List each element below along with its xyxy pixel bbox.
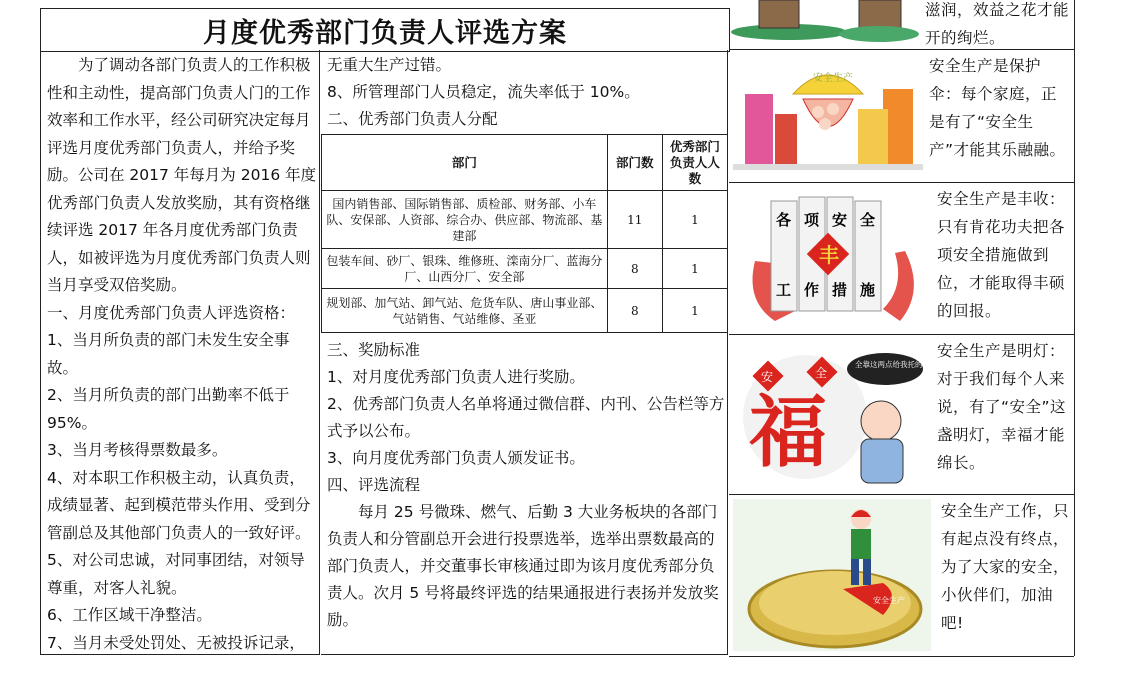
coin-runner-illustration	[733, 499, 931, 651]
left-column	[40, 50, 320, 655]
banner-word-4: 全	[860, 211, 876, 229]
intro-paragraph: 为了调动各部门负责人的工作积极性和主动性，提高部门负责人门的工作效率和工作水平，经公司研究决定每月评选月度优秀部门负责人，并给予奖励。公司在 2017 年每月为 2016 年度优秀部门负责人发放奖励，其有资格继续评选 2017 年各月度优秀部门负责人，如被评选为月度优秀部门负责人则当月享受双倍奖励。	[47, 56, 317, 294]
flow-paragraph: 每月 25 号微珠、燃气、后勤 3 大业务板块的各部门负责人和分管副总开会进行投票选举，选举出票数最高的部门负责人，并交董事长审核通过即为该月度优秀部分负责人。次月 5 号将最终评选的结果通报进行表扬并发放奖励。	[327, 503, 719, 629]
section-heading-4: 四、评选流程	[327, 476, 421, 494]
criteria-continued: 无重大生产过错。	[327, 56, 452, 74]
seal-char-2: 全	[815, 366, 828, 380]
banner-word-7: 措	[832, 281, 848, 299]
panel-harvest-text: 安全生产是丰收：只有肯花功夫把各项安全措施做到位，才能取得丰硕的回报。	[937, 190, 1066, 320]
criteria-item-8: 8、所管理部门人员稳定，流失率低于 10%。	[327, 83, 640, 101]
header-dept: 部门	[322, 135, 608, 191]
scroll-banner-illustration	[735, 191, 931, 331]
panel-umbrella	[729, 50, 1074, 183]
criteria-item-2: 2、当月所负责的部门出勤率不低于 95%。	[47, 386, 290, 432]
table-row	[322, 289, 728, 333]
criteria-item-7: 7、当月未受处罚处、无被投诉记录，	[47, 633, 305, 652]
cell-dept: 包装车间、砂厂、银珠、维修班、滦南分厂、蓝海分厂、山西分厂、安全部	[322, 249, 608, 289]
reward-section	[321, 337, 728, 634]
banner-word-2: 项	[804, 211, 820, 229]
cell-dept: 规划部、加气站、卸气站、危货车队、唐山事业部、气站销售、气站维修、圣亚	[322, 289, 608, 333]
panel-lamp-text: 安全生产是明灯：对于我们每个人来说，有了“安全”这盏明灯，幸福才能绵长。	[937, 342, 1067, 472]
cell-dept: 国内销售部、国际销售部、质检部、财务部、小车队、安保部、人资部、综合办、供应部、物流部、基建部	[322, 191, 608, 249]
cell-count: 11	[607, 191, 662, 249]
panel-lamp	[729, 335, 1074, 495]
reward-item-2: 2、优秀部门负责人名单将通过微信群、内刊、公告栏等方式予以公布。	[327, 395, 725, 440]
newsletter-sheet	[40, 0, 1075, 656]
banner-word-8: 施	[860, 281, 876, 299]
section-heading-2: 二、优秀部门负责人分配	[327, 110, 498, 128]
banner-word-1: 各	[776, 211, 792, 229]
criteria-item-3: 3、当月考核得票数最多。	[47, 441, 228, 459]
panel-growth	[729, 0, 1074, 50]
criteria-item-6: 6、工作区域干净整洁。	[47, 606, 212, 624]
reward-item-1: 1、对月度优秀部门负责人进行奖励。	[327, 368, 585, 386]
criteria-item-1: 1、当月所负责的部门未发生安全事故。	[47, 331, 290, 377]
right-column	[729, 0, 1074, 657]
umbrella-family-illustration	[733, 54, 923, 180]
cell-excellent: 1	[662, 249, 727, 289]
criteria-item-4: 4、对本职工作积极主动，认真负责，成绩显著、起到模范带头作用、受到分管副总及其他部门负责人的一致好评。	[47, 468, 311, 542]
cell-excellent: 1	[662, 191, 727, 249]
cell-excellent: 1	[662, 289, 727, 333]
blessing-illustration	[735, 339, 938, 491]
banner-word-5: 工	[776, 281, 792, 299]
panel-umbrella-text: 安全生产是保护伞：每个家庭，正是有了“安全生产”才能其乐融融。	[929, 57, 1066, 159]
department-table	[321, 134, 728, 333]
header-count: 部门数	[607, 135, 662, 191]
reward-item-3: 3、向月度优秀部门负责人颁发证书。	[327, 449, 585, 467]
section-heading-3: 三、奖励标准	[327, 341, 421, 359]
umbrella-badge: 安全生产	[813, 73, 853, 84]
banner-word-3: 安	[832, 211, 848, 229]
criteria-item-5: 5、对公司忠诚，对同事团结，对领导尊重，对客人礼貌。	[47, 551, 305, 597]
middle-column	[321, 50, 728, 655]
panel-growth-text: 滋润，效益之花才能开的绚烂。	[925, 1, 1070, 47]
panel-journey-text: 安全生产工作，只有起点没有终点，为了大家的安全，小伙伴们，加油吧!	[941, 502, 1070, 632]
table-row	[322, 249, 728, 289]
page-title: 月度优秀部门负责人评选方案	[40, 8, 730, 52]
cell-count: 8	[607, 289, 662, 333]
speech-bubble-text: 全靠这两点给我托的福！	[855, 360, 938, 369]
seal-char-1: 安	[761, 370, 774, 384]
header-excellent: 优秀部门负责人人数	[662, 135, 727, 191]
fu-char: 福	[749, 388, 828, 478]
table-row	[322, 191, 728, 249]
harvest-char: 丰	[819, 243, 839, 267]
cell-count: 8	[607, 249, 662, 289]
panel-journey	[729, 495, 1074, 656]
panel-harvest	[729, 183, 1074, 335]
section-heading-1: 一、月度优秀部门负责人评选资格：	[47, 303, 296, 322]
ring-label: 安全生产	[873, 596, 905, 605]
banner-word-6: 作	[804, 281, 820, 299]
plant-pots-illustration	[729, 0, 919, 48]
